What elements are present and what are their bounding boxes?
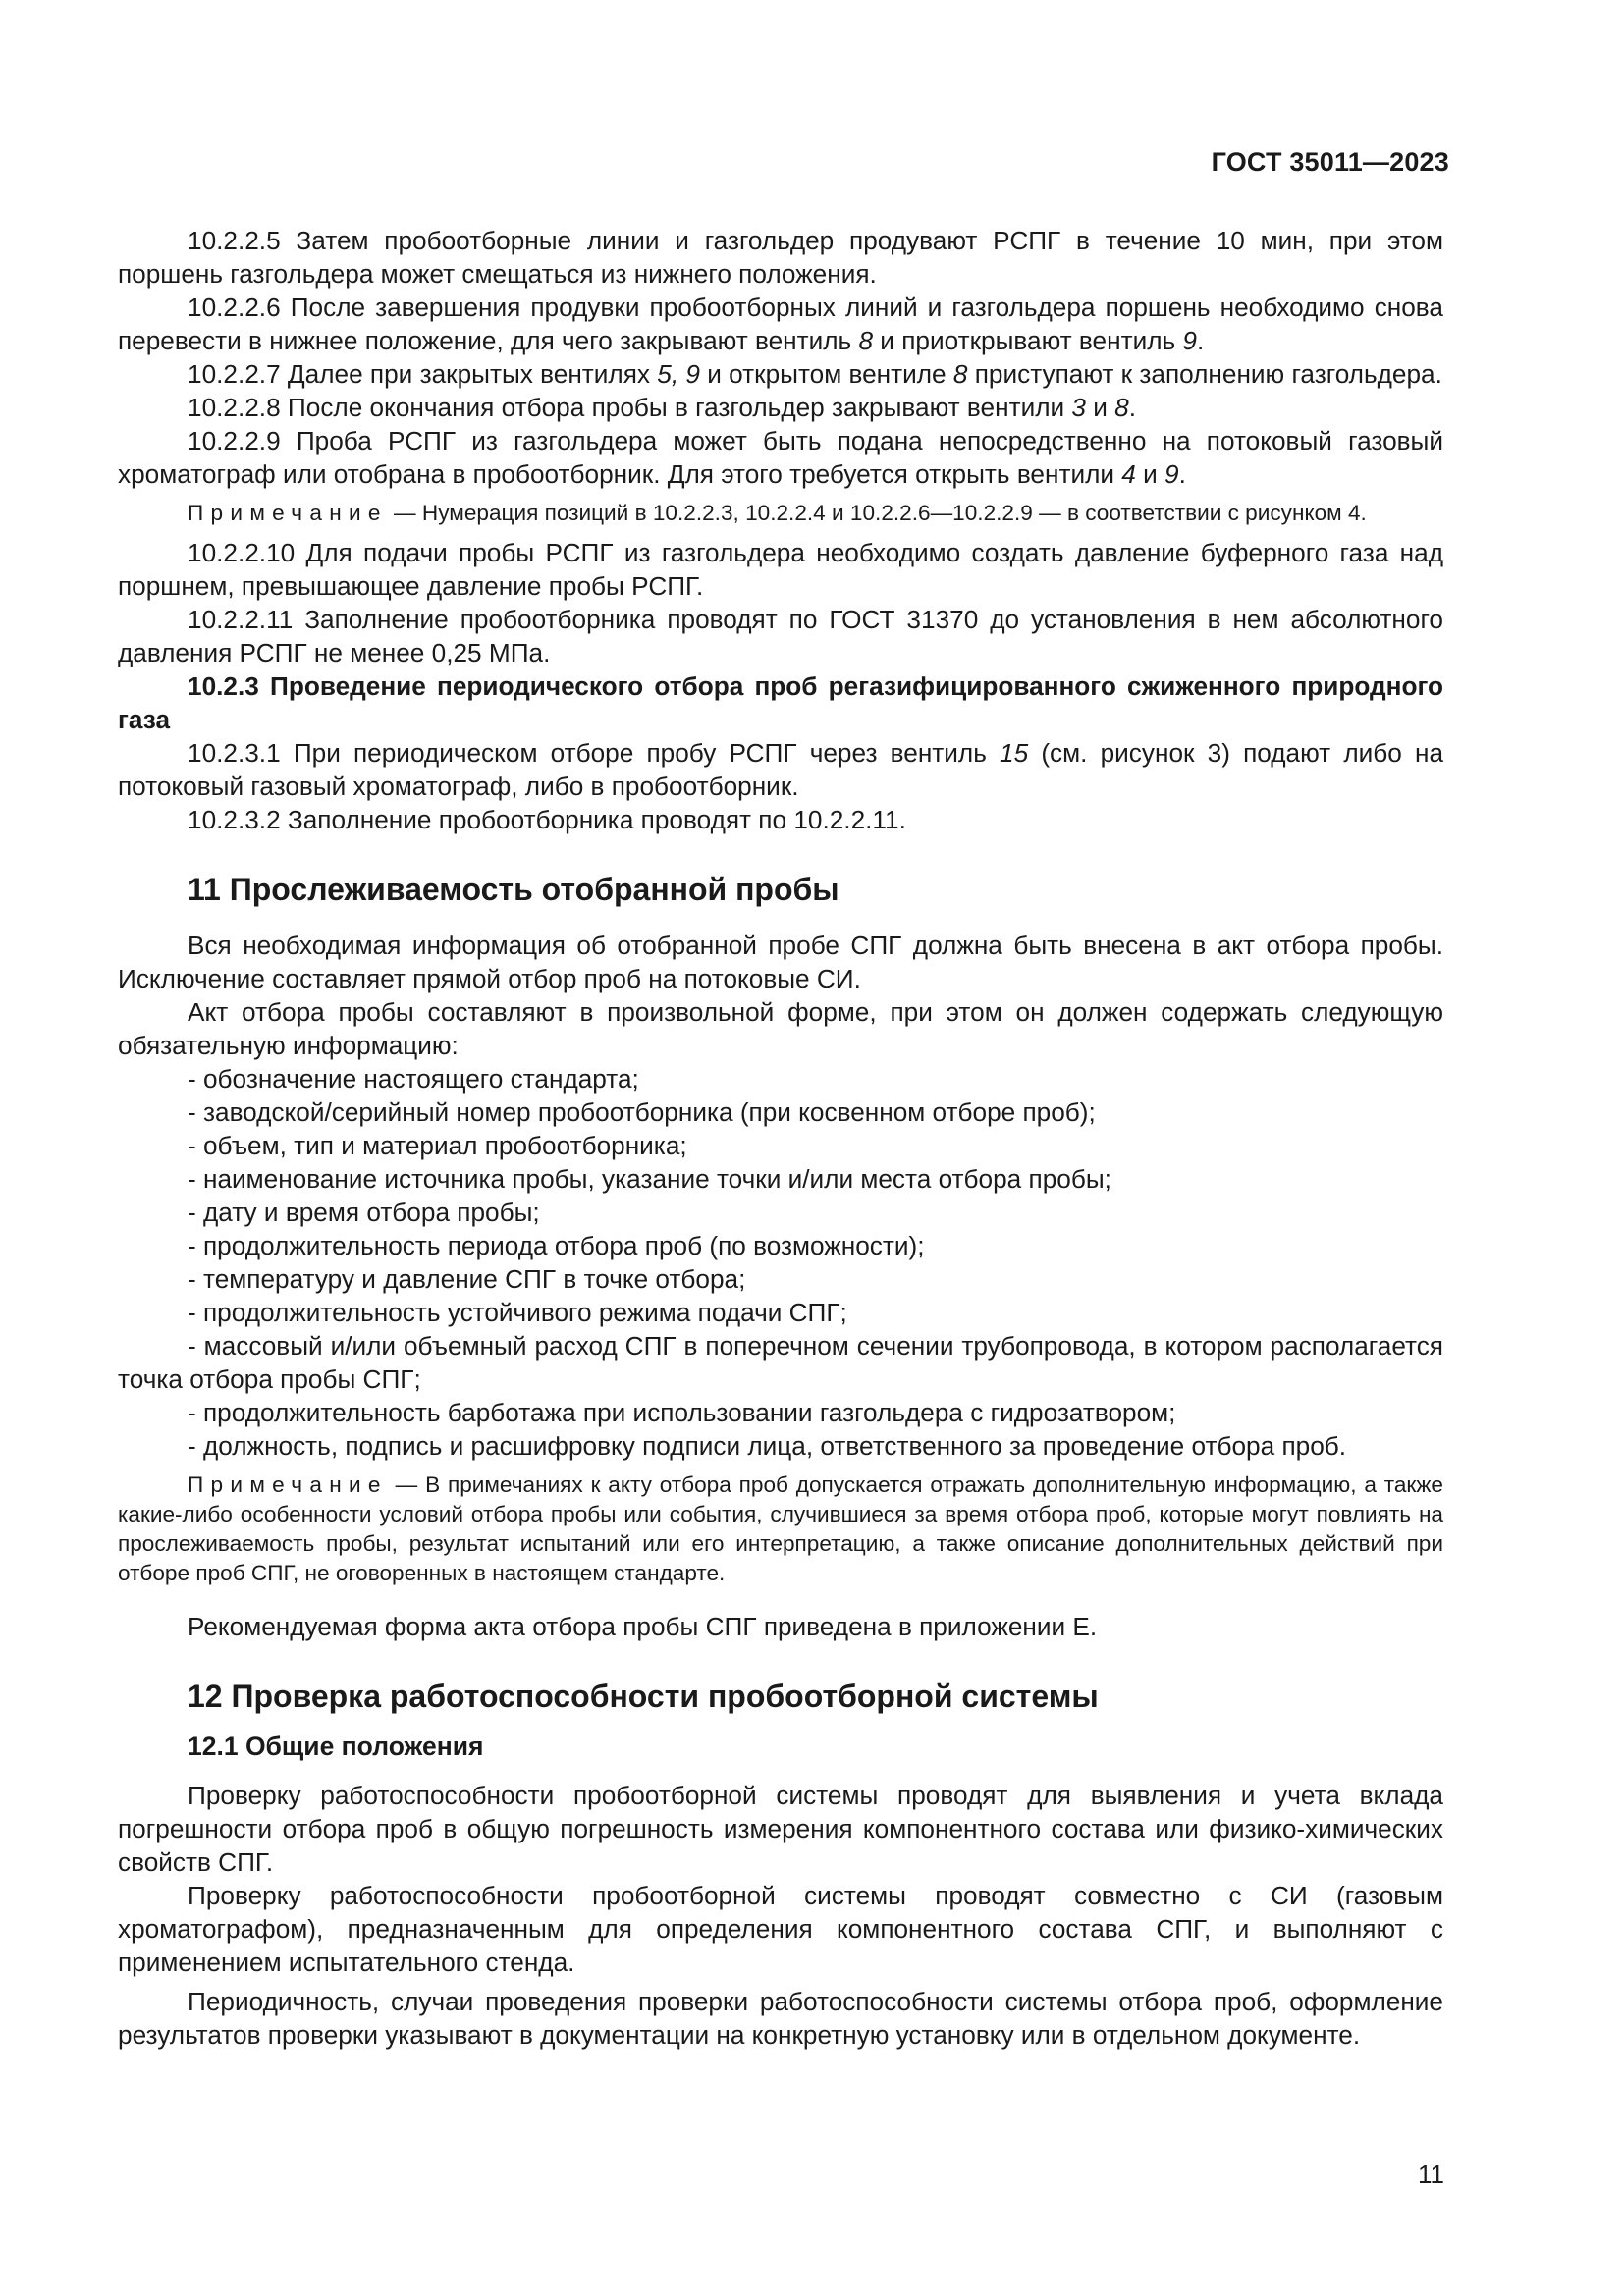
list-item: - продолжительность периода отбора проб (по возможности); — [188, 1231, 925, 1260]
required-info-list — [118, 1062, 1443, 1463]
document-header: ГОСТ 35011—2023 — [1211, 147, 1449, 177]
page-number: 11 — [1418, 2160, 1444, 2189]
page-body — [118, 224, 1443, 2052]
section-12-paragraph-1: Проверку работоспособности пробоотборной системы проводят для выявления и учета вклада погрешности отбора проб в общую погрешность измерения компонентного состава или физико-химических свойств СПГ. — [118, 1781, 1443, 1877]
list-item: - заводской/серийный номер пробоотборника (при косвенном отборе проб); — [188, 1097, 1096, 1127]
note-numbering: Примечание — Нумерация позиций в 10.2.2.3, 10.2.2.4 и 10.2.2.6—10.2.2.9 — в соответствии с рисунком 4. — [188, 501, 1367, 525]
list-item: - объем, тип и материал пробоотборника; — [188, 1131, 687, 1160]
paragraph-10-2-2-6: 10.2.2.6 После завершения продувки пробоотборных линий и газгольдера поршень необходимо снова перевести в нижнее положение, для чего закрывают вентиль 8 и приоткрывают вентиль 9. — [118, 293, 1443, 355]
list-item: - массовый и/или объемный расход СПГ в поперечном сечении трубопровода, в котором располагается точка отбора пробы СПГ; — [118, 1331, 1443, 1394]
list-item: - продолжительность устойчивого режима подачи СПГ; — [188, 1298, 847, 1327]
paragraph-10-2-2-8: 10.2.2.8 После окончания отбора пробы в газгольдер закрывают вентили 3 и 8. — [188, 393, 1137, 422]
list-item: - наименование источника пробы, указание точки и/или места отбора пробы; — [188, 1164, 1111, 1194]
section-11-paragraph-3: Рекомендуемая форма акта отбора пробы СПГ приведена в приложении Е. — [188, 1612, 1098, 1641]
list-item: - продолжительность барботажа при использовании газгольдера с гидрозатвором; — [188, 1398, 1176, 1427]
section-12-title: 12 Проверка работоспособности пробоотборной системы — [188, 1679, 1099, 1714]
subsection-12-1-title: 12.1 Общие положения — [188, 1732, 484, 1761]
section-12-paragraph-2: Проверку работоспособности пробоотборной системы проводят совместно с СИ (газовым хроматографом), предназначенным для определения компонентного состава СПГ, и выполняют с применением испытательного стенда. — [118, 1881, 1443, 1977]
note-act-remarks: Примечание — В примечаниях к акту отбора проб допускается отражать дополнительную информацию, а также какие-либо особенности условий отбора пробы или события, случившиеся за время отбора проб, которые могут повлиять на прослеживаемость пробы, результат испытаний или его интерпретацию, а также описание дополнительных действий при отборе проб СПГ, не оговоренных в настоящем стандарте. — [118, 1472, 1443, 1585]
section-11-paragraph-1: Вся необходимая информация об отобранной пробе СПГ должна быть внесена в акт отбора пробы. Исключение составляет прямой отбор проб на потоковые СИ. — [118, 931, 1443, 993]
section-11-paragraph-2: Акт отбора пробы составляют в произвольной форме, при этом он должен содержать следующую обязательную информацию: — [118, 997, 1443, 1060]
paragraph-10-2-2-9: 10.2.2.9 Проба РСПГ из газгольдера может быть подана непосредственно на потоковый газовый хроматограф или отобрана в пробоотборник. Для этого требуется открыть вентили 4 и 9. — [118, 426, 1443, 489]
paragraph-10-2-2-7: 10.2.2.7 Далее при закрытых вентилях 5, 9 и открытом вентиле 8 приступают к заполнению газгольдера. — [188, 359, 1442, 389]
section-12-paragraph-3: Периодичность, случаи проведения проверки работоспособности системы отбора проб, оформление результатов проверки указывают в документации на конкретную установку или в отдельном документе. — [118, 1987, 1443, 2050]
paragraph-10-2-2-11: 10.2.2.11 Заполнение пробоотборника проводят по ГОСТ 31370 до установления в нем абсолютного давления РСПГ не менее 0,25 МПа. — [118, 605, 1443, 667]
list-item: - обозначение настоящего стандарта; — [188, 1064, 639, 1094]
paragraph-10-2-2-10: 10.2.2.10 Для подачи пробы РСПГ из газгольдера необходимо создать давление буферного газа над поршнем, превышающее давление пробы РСПГ. — [118, 538, 1443, 601]
paragraph-10-2-2-5: 10.2.2.5 Затем пробоотборные линии и газгольдер продувают РСПГ в течение 10 мин, при этом поршень газгольдера может смещаться из нижнего положения. — [118, 226, 1443, 289]
list-item: - должность, подпись и расшифровку подписи лица, ответственного за проведение отбора проб. — [188, 1431, 1347, 1461]
paragraph-10-2-3-2: 10.2.3.2 Заполнение пробоотборника проводят по 10.2.2.11. — [188, 805, 906, 834]
list-item: - дату и время отбора пробы; — [188, 1198, 540, 1227]
list-item: - температуру и давление СПГ в точке отбора; — [188, 1264, 746, 1294]
heading-10-2-3: 10.2.3 Проведение периодического отбора проб регазифицированного сжиженного природного газа — [118, 671, 1443, 734]
paragraph-10-2-3-1: 10.2.3.1 При периодическом отборе пробу РСПГ через вентиль 15 (см. рисунок 3) подают либо на потоковый газовый хроматограф, либо в пробоотборник. — [118, 738, 1444, 801]
section-11-title: 11 Прослеживаемость отобранной пробы — [188, 872, 839, 907]
